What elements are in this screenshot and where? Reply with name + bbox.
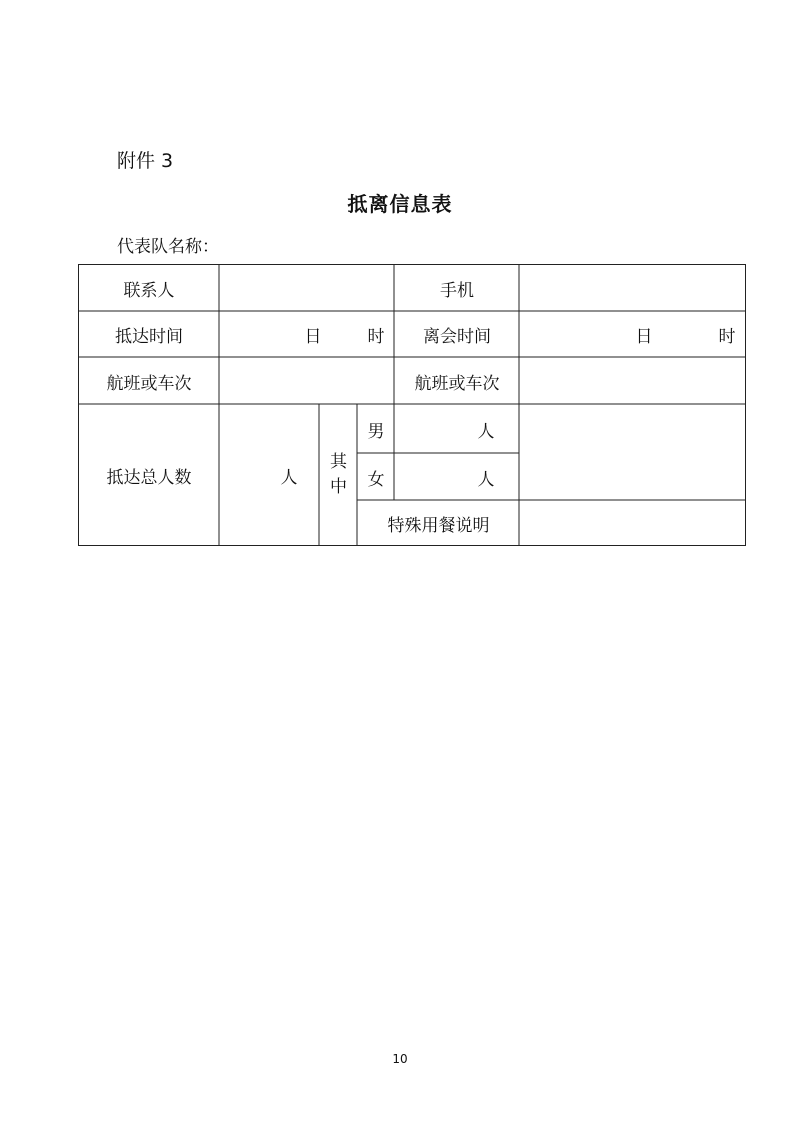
female-count-field[interactable] — [395, 454, 519, 500]
arrival-flight-label: 航班或车次 — [106, 373, 192, 394]
phone-label: 手机 — [440, 280, 474, 301]
departure-time-label: 离会时间 — [423, 327, 491, 347]
female-person-unit: 人 — [477, 469, 495, 490]
total-person-unit: 人 — [280, 467, 298, 488]
form-title: 抵离信息表 — [347, 192, 453, 216]
gender-notes-field[interactable] — [520, 405, 745, 500]
total-people-field[interactable] — [220, 405, 319, 545]
arrival-hour-unit: 时 — [367, 327, 385, 347]
departure-day-unit: 日 — [635, 327, 653, 347]
arrival-time-label: 抵达时间 — [115, 327, 183, 347]
among-char-1: 其 — [330, 452, 347, 473]
contact-label: 联系人 — [123, 280, 175, 301]
special-meal-field[interactable] — [520, 501, 745, 545]
among-char-2: 中 — [330, 477, 347, 497]
team-name-label: 代表队名称： — [117, 237, 219, 257]
among-label — [320, 405, 357, 545]
contact-field[interactable] — [220, 265, 394, 311]
departure-flight-label: 航班或车次 — [414, 373, 500, 394]
arrival-flight-field[interactable] — [220, 358, 394, 404]
male-label: 男 — [367, 421, 385, 442]
arrival-day-unit: 日 — [304, 327, 322, 347]
departure-flight-field[interactable] — [520, 358, 745, 404]
special-meal-label: 特殊用餐说明 — [387, 515, 490, 536]
departure-hour-unit: 时 — [718, 327, 736, 347]
attachment-label: 附件 3 — [117, 150, 174, 172]
phone-field[interactable] — [520, 265, 745, 311]
male-count-field[interactable] — [395, 405, 519, 453]
male-person-unit: 人 — [477, 421, 495, 442]
total-people-label: 抵达总人数 — [106, 467, 192, 488]
page-number: 10 — [392, 1052, 408, 1066]
female-label: 女 — [367, 469, 385, 490]
